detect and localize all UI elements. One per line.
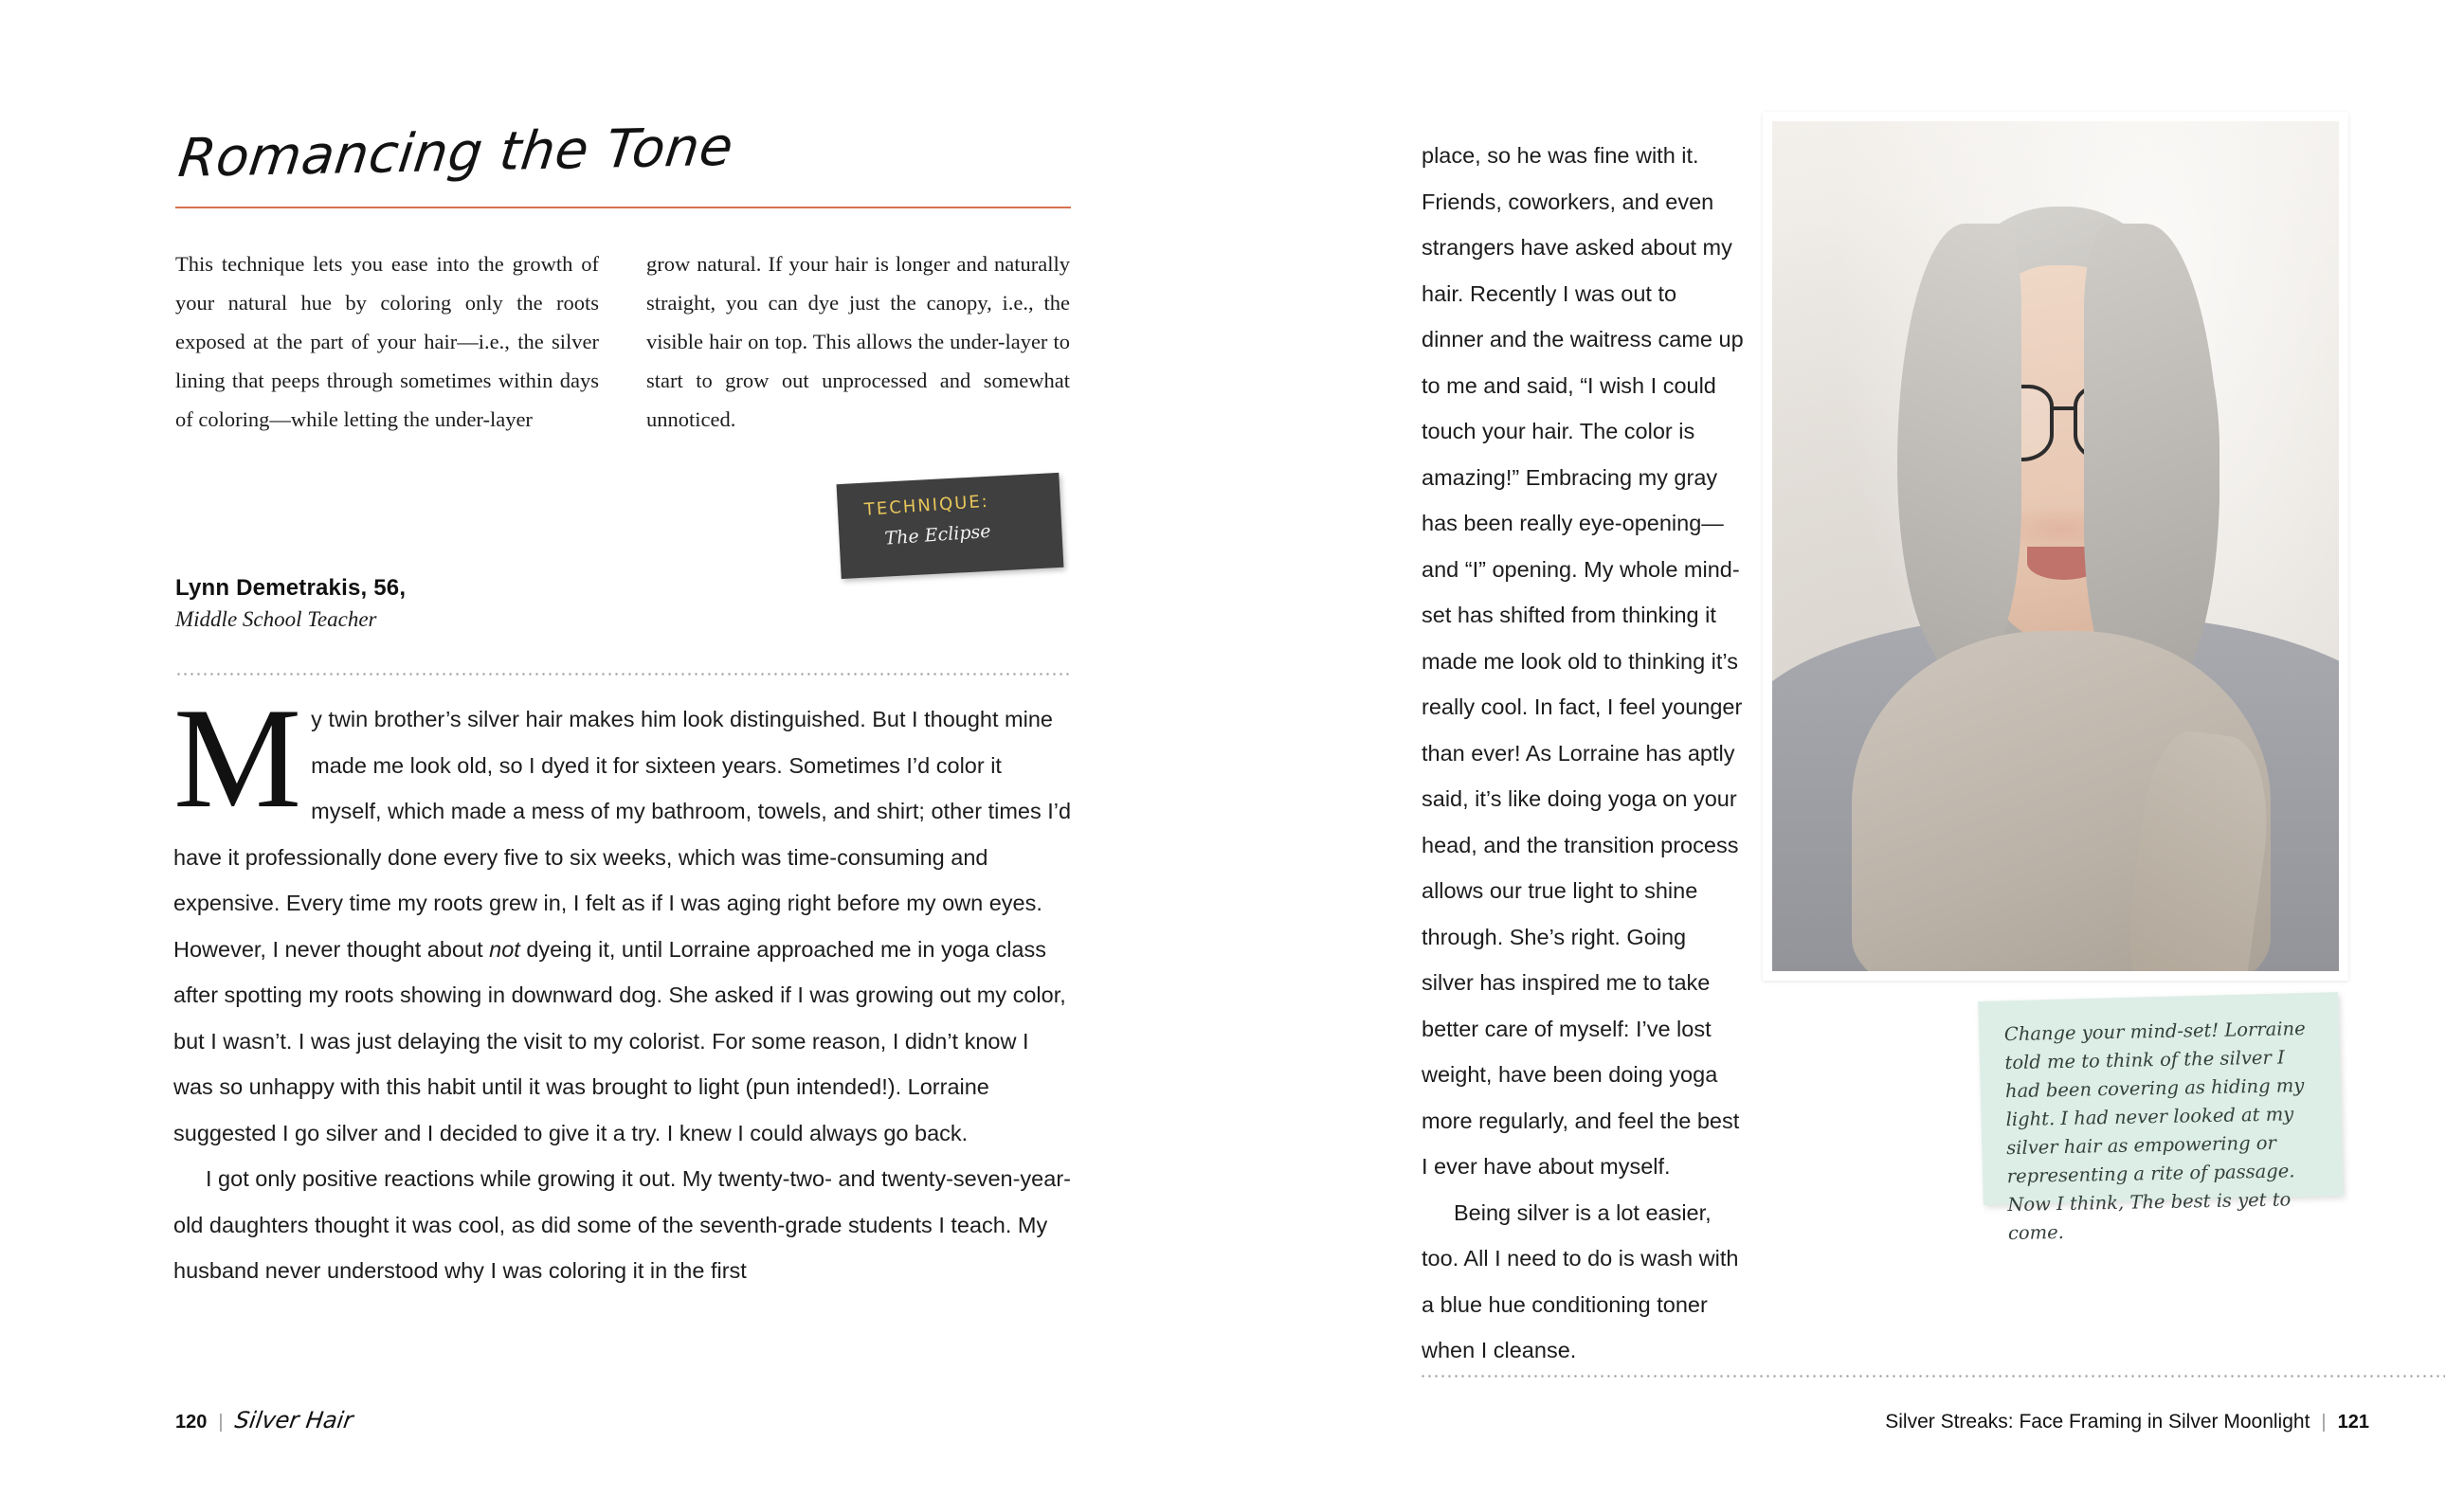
technique-value: The Eclipse [883, 520, 992, 550]
sticky-note-text: Change your mind-set! Lorraine told me to think of the silver I had been covering as hiding my light. I had never looked at my silver hair as empowering or representing a rite of passage. Now I think, The best is yet to come. [2003, 1018, 2306, 1245]
byline-name: Lynn Demetrakis, 56, [175, 575, 407, 601]
dotted-divider-left [175, 673, 1071, 676]
intro-column-1: This technique lets you ease into the growth of your natural hue by coloring only the roots exposed at the part of your hair—i.e., the silver lining that peeps through sometimes within days of coloring—while letting the under-layer [175, 252, 599, 431]
intro-column-2: grow natural. If your hair is longer and naturally straight, you can dye just the canopy, i.e., the visible hair on top. This allows the under-layer to start to grow out unprocessed and somewhat unnoticed. [646, 252, 1070, 431]
right-page [1403, 0, 2464, 1496]
book-title-running-head: Silver Hair [232, 1407, 354, 1433]
section-running-head: Silver Streaks: Face Framing in Silver Moonlight [1885, 1411, 2310, 1433]
folio-separator-right: | [2321, 1412, 2327, 1433]
story-paragraph-1 [173, 678, 1074, 1156]
story-paragraph-1-part-1: y twin brother’s silver hair makes him look distinguished. But I thought mine made me look old, so I dyed it for sixteen years. Sometimes I’d color it myself, which made a mess of my bathroom, towels, and shirt; other times I’d have it professionally done every five to six weeks, which was time-consuming and expensive. Every time my roots grew in, I felt as if I was aging right before my own eyes. However, I never thought about [173, 707, 1072, 962]
page-number-right: 121 [2337, 1412, 2369, 1433]
folio-separator-left: | [218, 1412, 224, 1433]
page-title: Romancing the Tone [175, 116, 737, 189]
right-paragraph-1: place, so he was fine with it. Friends, coworkers, and even strangers have asked about my hair. Recently I was out to dinner and the waitress came up to me and said, “I wish I could touch your hair. The color is amazing!” Embracing my gray has been really eye-opening—and “I” opening. My whole mind-set has shifted from thinking it made me look old to thinking it’s really cool. In fact, I feel younger than ever! As Lorraine has aptly said, it’s like doing yoga on your head, and the transition process allows our true light to shine through. She’s right. Going silver has inspired me to take better care of myself: I’ve lost weight, have been doing yoga more regularly, and feel the best I ever have about myself. [1422, 143, 1744, 1179]
sticky-note-callout [1978, 992, 2343, 1245]
right-paragraph-2: Being silver is a lot easier, too. All I need to do is wash with a blue hue conditioning toner when I cleanse. [1422, 1199, 1739, 1362]
chapter-title-block [175, 116, 1076, 208]
portrait-photo-image [1772, 121, 2339, 971]
drop-cap: M [173, 678, 302, 838]
title-rule-divider [175, 207, 1071, 208]
folio-left [175, 1407, 353, 1433]
dotted-divider-right [1420, 1375, 2445, 1378]
page-number-left: 120 [175, 1412, 208, 1433]
story-paragraph-1-part-2: dyeing it, until Lorraine approached me in yoga class after spotting my roots showing in downward dog. She asked if I was growing out my color, but I wasn’t. I was just delaying the visit to my colorist. For some reason, I didn’t know I was so unhappy with this habit until it was brought to light (pun intended!). Lorraine suggested I go silver and I decided to give it a try. I knew I could always go back. [173, 936, 1066, 1145]
story-body-right [1422, 133, 1744, 1374]
portrait-photo [1763, 112, 2348, 981]
story-paragraph-2: I got only positive reactions while growing it out. My twenty-two- and twenty-seven-year-old daughters thought it was cool, as did some of the seventh-grade students I teach. My husband never understood why I was coloring it in the first [173, 1166, 1071, 1283]
photo-glasses-bridge [2052, 406, 2075, 410]
folio-right [1885, 1411, 2369, 1433]
story-body-left [173, 678, 1074, 1294]
technique-label: TECHNIQUE: [863, 491, 990, 520]
byline [175, 575, 839, 632]
technique-callout [837, 473, 1064, 579]
story-paragraph-1-italic: not [489, 936, 520, 962]
intro-columns [175, 244, 1071, 439]
byline-role: Middle School Teacher [175, 607, 377, 631]
